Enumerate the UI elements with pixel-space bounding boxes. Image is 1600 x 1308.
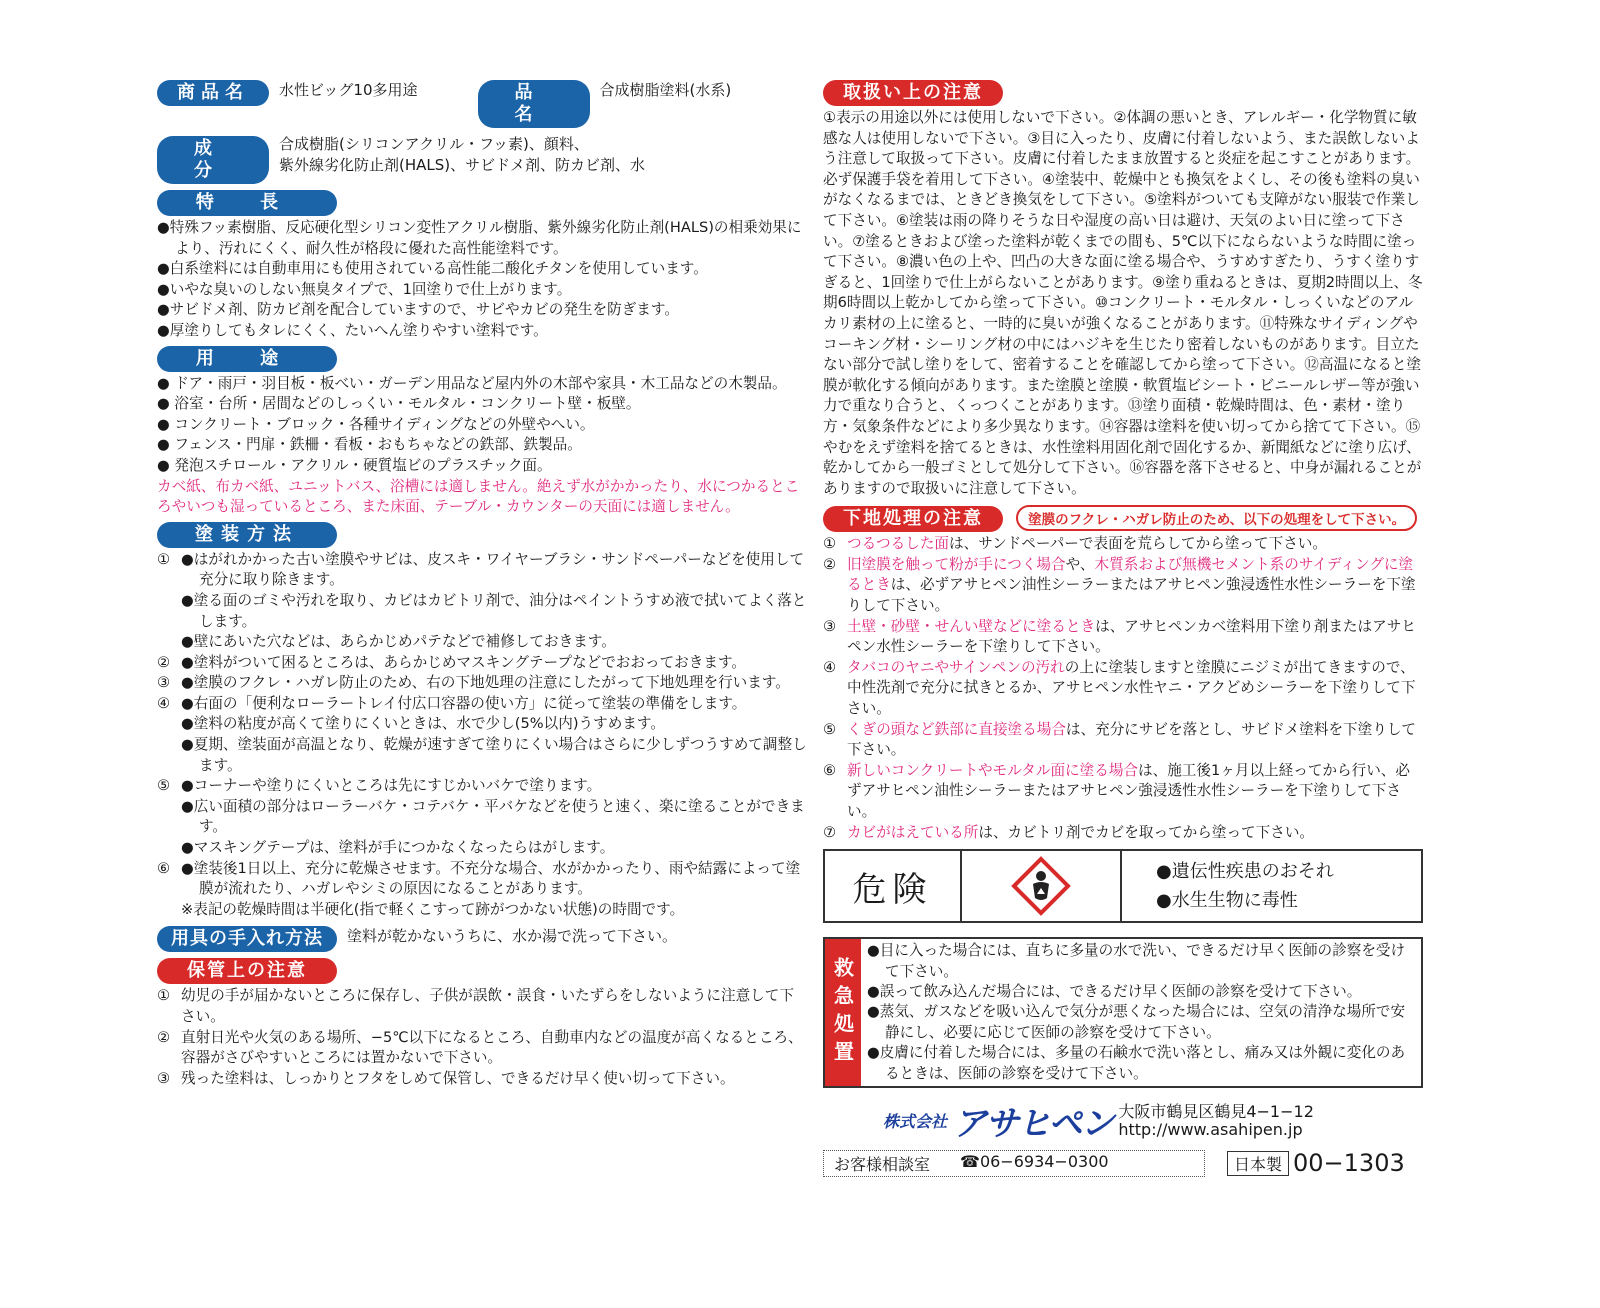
storage-heading: 保管上の注意: [157, 958, 337, 984]
use-item: ● 浴室・台所・居間などのしっくい・モルタル・コンクリート壁・板壁。: [157, 395, 641, 413]
health-hazard-icon: [962, 851, 1122, 921]
handling-heading: 取扱い上の注意: [823, 80, 1003, 106]
hazard-statement: ●水生生物に毒性: [1156, 890, 1298, 912]
feature-item: ●白系塗料には自動車用にも使用されている高性能二酸化チタンを使用しています。: [157, 260, 708, 278]
prep-item: ① つるつるした面は、サンドペーパーで表面を荒らしてから塗って下さい。: [823, 535, 1327, 553]
hazard-box: [823, 849, 1423, 923]
prep-notice: 塗膜のフクレ・ハガレ防止のため、以下の処理をして下さい。: [1016, 505, 1417, 531]
tool-care-text: 塗料が乾かないうちに、水か湯で洗って下さい。: [347, 927, 678, 946]
method-steps: [157, 550, 807, 921]
storage-item: ③ 残った塗料は、しっかりとフタをしめて保管し、できるだけ早く使い切って下さい。: [157, 1069, 735, 1087]
prep-list: [823, 534, 1423, 843]
features-heading: 特 長: [157, 190, 337, 216]
method-step: ⑤ ●コーナーや塗りにくいところは先にすじかいバケで塗ります。 ●広い面積の部分はローラーバケ・コテバケ・平バケなどを使うと速く、楽に塗ることができます。 ●マスキングテープは、塗料が手につかなくなったらはがします。: [157, 777, 805, 857]
prep-item: ④ タバコのヤニやサインペンの汚れの上に塗装しますと塗膜にニジミが出てきますので、中性洗剤で充分に拭きとるか、アサヒペン水性ヤニ・アクどめシーラーを下塗りして下さい。: [823, 658, 1416, 718]
product-type-value: 合成樹脂塗料(水系): [599, 81, 732, 99]
tool-care-heading: 用具の手入れ方法: [157, 926, 337, 952]
prep-item: ⑦ カビがはえている所は、カビトリ剤でカビを取ってから塗って下さい。: [823, 823, 1315, 841]
prep-item: ② 旧塗膜を触って粉が手につく場合や、木質系および無機セメント系のサイディングに塗るときは、必ずアサヒペン油性シーラーまたはアサヒペン強浸透性水性シーラーを下塗りして下さい。: [823, 555, 1416, 615]
ingredients-line-2: 紫外線劣化防止剤(HALS)、サビドメ剤、防カビ剤、水: [279, 156, 645, 174]
features-list: [157, 218, 807, 342]
use-item: ● コンクリート・ブロック・各種サイディングなどの外壁やへい。: [157, 415, 595, 433]
company-address: 大阪市鶴見区鶴見4−1−12: [1118, 1101, 1314, 1121]
first-aid-item: ●目に入った場合には、直ちに多量の水で洗い、できるだけ早く医師の診察を受けて下さい。: [867, 942, 1406, 980]
method-step: ② ●塗料がついて困るところは、あらかじめマスキングテープなどでおおっておきます。: [157, 653, 746, 671]
feature-item: ●サビドメ剤、防カビ剤を配合していますので、サビやカビの発生を防ぎます。: [157, 301, 679, 319]
consult-label: お客様相談室: [834, 1154, 931, 1174]
ingredients-line-1: 合成樹脂(シリコンアクリル・フッ素)、顔料、: [279, 135, 589, 153]
contact-row: [823, 1149, 1423, 1177]
company-logo: アサヒペン: [953, 1104, 1113, 1145]
method-heading: 塗装方法: [157, 522, 337, 548]
first-aid-box: [823, 937, 1423, 1088]
use-item: ● ドア・雨戸・羽目板・板べい・ガーデン用品など屋内外の木部や家具・木工品などの木製品。: [157, 374, 787, 392]
handling-text: ①表示の用途以外には使用しないで下さい。②体調の悪いとき、アレルギー・化学物質に敏感な人は使用しないで下さい。③目に入ったり、皮膚に付着しないよう、また誤飲しないよう注意して取扱って下さい。皮膚に付着したまま放置すると炎症を起こすことがあります。必ず保護手袋を着用して下さい。④塗装中、乾燥中とも換気をよくし、その後も塗料の臭いがなくなるまでは、ときどき換気をして下さい。⑤塗料がついても支障がない服装で作業して下さい。⑥塗装は雨の降りそうな日や湿度の高い日は避け、天気のよい日に塗って下さい。⑦塗るときおよび塗った塗料が乾くまでの間も、5℃以下にならないような時間に塗って下さい。⑧濃い色の上や、凹凸の大きな面に塗る場合や、うすめすぎたり、うすく塗りすぎると、1回塗りで仕上がらないことがあります。⑨塗り重ねるときは、夏期2時間以上、冬期6時間以上乾かしてから塗って下さい。⑩コンクリート・モルタル・しっくいなどのアルカリ素材の上に塗ると、一時的に臭いが強くなることがあります。⑪特殊なサイディングやコーキング材・シーリング材の中にはハジキを生じたり密着しないものがあります。目立たない部分で試し塗りをして、密着することを確認してから塗って下さい。⑫高温になると塗膜が軟化する傾向があります。また塗膜と塗膜・軟質塩ビシート・ビニールレザー等が強い力で重なり合うと、くっつくことがあります。⑬塗り面積・乾燥時間は、色・素材・塗り方・気象条件などにより多少異なります。⑭容器は塗料を使い切ってから捨てて下さい。⑮やむをえず塗料を捨てるときは、水性塗料用固化剤で固化するか、新聞紙などに塗り広げ、乾かしてから一般ゴミとして処分して下さい。⑯容器を落下させると、中身が漏れることがありますので取扱いに注意して下さい。: [823, 109, 1423, 497]
uses-heading: 用 途: [157, 346, 337, 372]
made-in-label: 日本製: [1227, 1151, 1289, 1176]
storage-item: ① 幼児の手が届かないところに保存し、子供が誤飲・誤食・いたずらをしないように注意して下さい。: [157, 987, 794, 1025]
feature-item: ●いやな臭いのしない無臭タイプで、1回塗りで仕上がります。: [157, 280, 572, 298]
first-aid-item: ●皮膚に付着した場合には、多量の石鹸水で洗い落とし、痛み又は外観に変化のあるときは、医師の診察を受けて下さい。: [867, 1044, 1406, 1082]
method-step: ① ●はがれかかった古い塗膜やサビは、皮スキ・ワイヤーブラシ・サンドペーパーなどを使用して充分に取り除きます。 ●塗る面のゴミや汚れを取り、カビはカビトリ剤で、油分はペイントうすめ液で拭いてよく落とします。 ●壁にあいた穴などは、あらかじめパテなどで補修しておきます。: [157, 550, 807, 651]
storage-item: ② 直射日光や火気のある場所、−5℃以下になるところ、自動車内などの温度が高くなるところ、容器がさびやすいところには置かないで下さい。: [157, 1028, 803, 1067]
product-name-label: 商品名: [157, 80, 269, 106]
feature-item: ●厚塗りしてもタレにくく、たいへん塗りやすい塗料です。: [157, 321, 548, 339]
drying-note: ※表記の乾燥時間は半硬化(指で軽くこすって跡がつかない状態)の時間です。: [181, 900, 685, 918]
product-name-row: [157, 80, 807, 128]
tool-care-row: [157, 926, 807, 952]
storage-list: [157, 986, 807, 1089]
method-step: ⑥ ●塗装後1日以上、充分に乾燥させます。不充分な場合、水がかかったり、雨や結露によって塗膜が流れたり、ハガレやシミの原因になることがあります。 ※表記の乾燥時間は半硬化(指で軽くこすって跡がつかない状態)の時間です。: [157, 859, 807, 921]
hazard-statement: ●遺伝性疾患のおそれ: [1156, 861, 1334, 883]
use-item: ● フェンス・門扉・鉄柵・看板・おもちゃなどの鉄部、鉄製品。: [157, 436, 582, 454]
prep-item: ③ 土壁・砂壁・せんい壁などに塗るときは、アサヒペンカベ塗料用下塗り剤またはアサヒペン水性シーラーを下塗りして下さい。: [823, 617, 1416, 656]
use-item: ● 発泡スチロール・アクリル・硬質塩ビのプラスチック面。: [157, 456, 552, 474]
uses-list: [157, 374, 807, 518]
company-corp: 株式会社: [883, 1112, 948, 1132]
method-step: ④ ●右面の「便利なローラートレイ付広口容器の使い方」に従って塗装の準備をします。 ●塗料の粘度が高くて塗りにくいときは、水で少し(5%以内)うすめます。 ●夏期、塗装面が高温となり、乾燥が速すぎて塗りにくい場合はさらに少しずつうすめて調整します。: [157, 694, 807, 774]
first-aid-item: ●蒸気、ガスなどを吸い込んで気分が悪くなった場合には、空気の清浄な場所で安静にし、必要に応じて医師の診察を受けて下さい。: [867, 1003, 1406, 1041]
uses-warning: カベ紙、布カベ紙、ユニットバス、浴槽には適しません。絶えず水がかかったり、水につかるところやいつも湿っているところ、また床面、テーブル・カウンターの天面には適しません。: [157, 477, 800, 516]
ingredients-label: 成 分: [157, 136, 269, 184]
right-column: [823, 80, 1423, 1177]
prep-heading: 下地処理の注意: [823, 506, 1003, 532]
product-name-value: 水性ビッグ10多用途: [279, 81, 418, 99]
phone-number: ☎06−6934−0300: [960, 1151, 1109, 1171]
ingredients-row: [157, 134, 807, 184]
hazard-signal-word: 危険: [825, 851, 962, 921]
product-type-label: 品 名: [478, 80, 590, 128]
product-code: 00−1303: [1293, 1149, 1405, 1178]
prep-item: ⑥ 新しいコンクリートやモルタル面に塗る場合は、施工後1ヶ月以上経ってから行い、必ずアサヒペン油性シーラーまたはアサヒペン強浸透性水性シーラーを下塗りして下さい。: [823, 761, 1410, 820]
feature-item: ●特殊フッ素樹脂、反応硬化型シリコン変性アクリル樹脂、紫外線劣化防止剤(HALS)の相乗効果により、汚れにくく、耐久性が格段に優れた高性能塗料です。: [157, 219, 802, 257]
company-block: [883, 1096, 1423, 1145]
method-step: ③ ●塗膜のフクレ・ハガレ防止のため、右の下地処理の注意にしたがって下地処理を行います。: [157, 674, 790, 692]
first-aid-item: ●誤って飲み込んだ場合には、できるだけ早く医師の診察を受けて下さい。: [867, 983, 1362, 1000]
first-aid-label: 救急処置: [825, 939, 861, 1086]
left-column: [157, 80, 807, 1089]
company-url[interactable]: http://www.asahipen.jp: [1118, 1119, 1303, 1139]
prep-item: ⑤ くぎの頭など鉄部に直接塗る場合は、充分にサビを落とし、サビドメ塗料を下塗りして下さい。: [823, 720, 1417, 759]
